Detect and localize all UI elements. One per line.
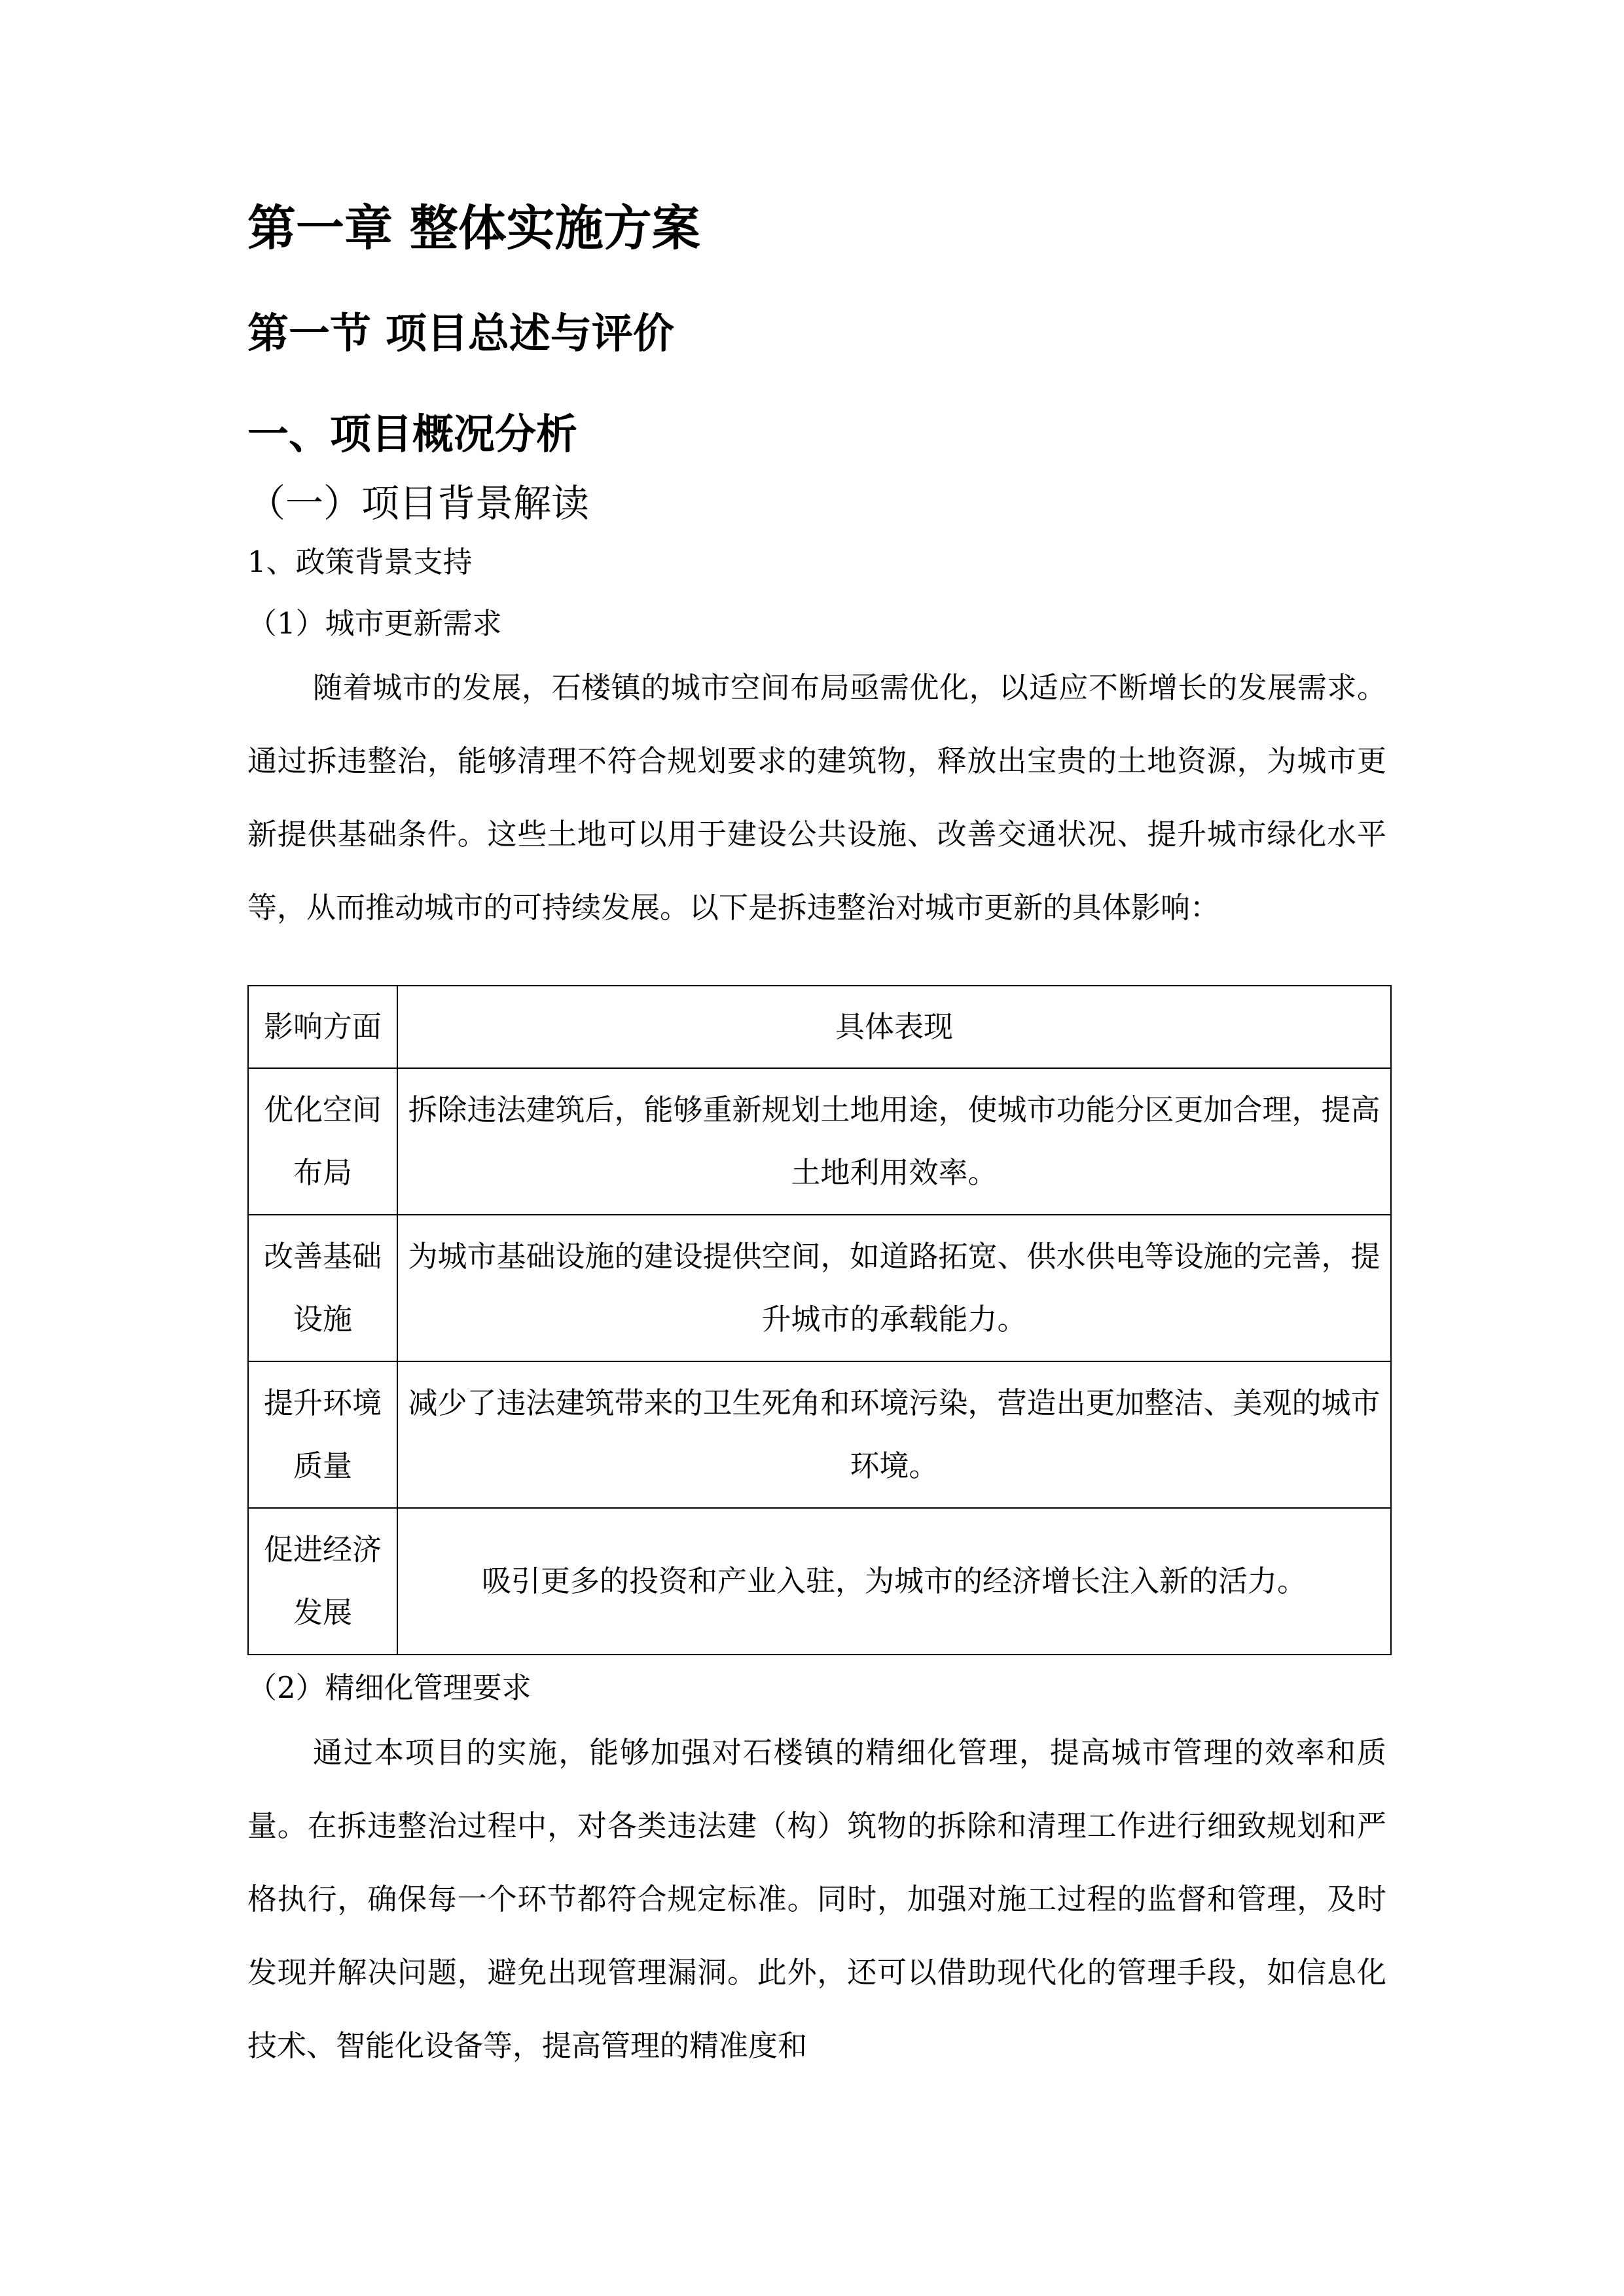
table-row <box>248 1068 1391 1215</box>
item-title: 1、政策背景支持 <box>247 545 473 579</box>
part-title: （一）项目背景解读 <box>247 481 590 526</box>
table-row <box>248 1361 1391 1508</box>
paragraph-fine-management: 通过本项目的实施，能够加强对石楼镇的精细化管理，提高城市管理的效率和质量。在拆违整治过程中，对各类违法建（构）筑物的拆除和清理工作进行细致规划和严格执行，确保每一个环节都符合规定标准。同时，加强对施工过程的监督和管理，及时发现并解决问题，避免出现管理漏洞。此外，还可以借助现代化的管理手段，如信息化技术、智能化设备等，提高管理的精准度和 <box>247 1735 1386 2063</box>
subitem-title: （1）城市更新需求 <box>247 606 502 641</box>
chapter-title: 第一章 整体实施方案 <box>247 200 700 257</box>
subitem-title: （2）精细化管理要求 <box>247 1670 532 1705</box>
table-cell-aspect: 提升环境质量 <box>248 1361 397 1508</box>
table-cell-detail: 吸引更多的投资和产业入驻，为城市的经济增长注入新的活力。 <box>397 1508 1391 1655</box>
subsection-title: 一、项目概况分析 <box>247 410 577 458</box>
table-cell-detail: 拆除违法建筑后，能够重新规划土地用途，使城市功能分区更加合理，提高土地利用效率。 <box>397 1068 1391 1215</box>
table-header-cell: 影响方面 <box>248 986 397 1068</box>
table-cell-aspect: 促进经济发展 <box>248 1508 397 1655</box>
table-cell-detail: 减少了违法建筑带来的卫生死角和环境污染，营造出更加整洁、美观的城市环境。 <box>397 1361 1391 1508</box>
impact-table <box>247 985 1392 1655</box>
table-cell-aspect: 改善基础设施 <box>248 1215 397 1361</box>
table-header-cell: 具体表现 <box>397 986 1391 1068</box>
table-row <box>248 1508 1391 1655</box>
table-row <box>248 1215 1391 1361</box>
paragraph-urban-renewal: 随着城市的发展，石楼镇的城市空间布局亟需优化，以适应不断增长的发展需求。通过拆违整治，能够清理不符合规划要求的建筑物，释放出宝贵的土地资源，为城市更新提供基础条件。这些土地可以用于建设公共设施、改善交通状况、提升城市绿化水平等，从而推动城市的可持续发展。以下是拆违整治对城市更新的具体影响： <box>247 670 1386 925</box>
table-header-row <box>248 986 1391 1068</box>
section-title: 第一节 项目总述与评价 <box>247 309 674 357</box>
table-cell-detail: 为城市基础设施的建设提供空间，如道路拓宽、供水供电等设施的完善，提升城市的承载能力。 <box>397 1215 1391 1361</box>
table-cell-aspect: 优化空间布局 <box>248 1068 397 1215</box>
